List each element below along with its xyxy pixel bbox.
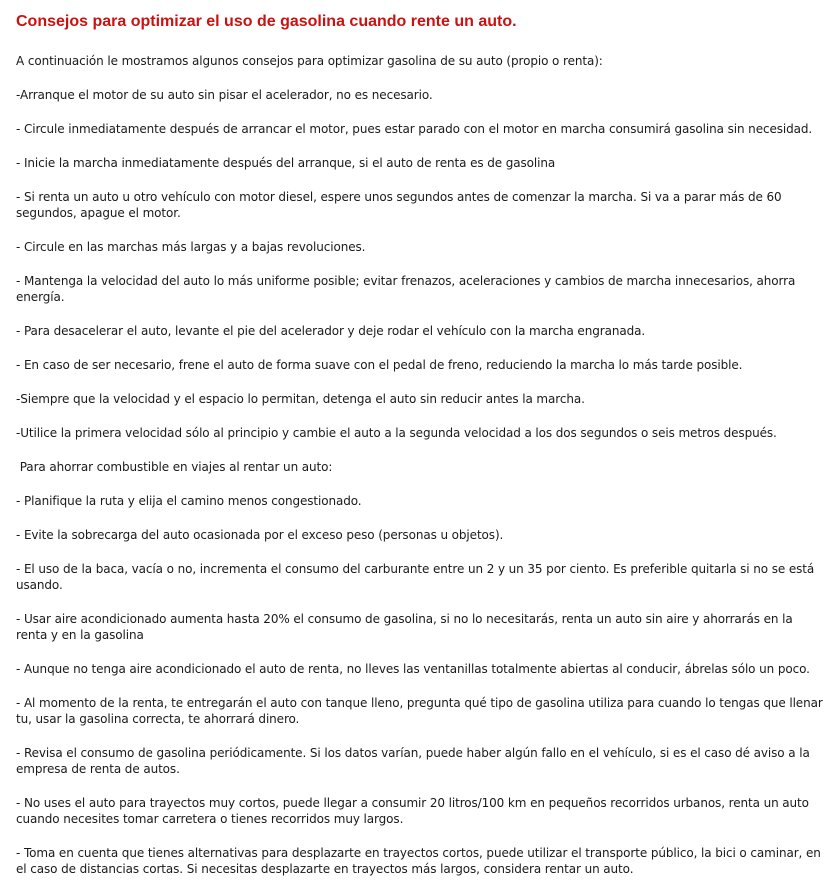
intro-paragraph: A continuación le mostramos algunos consejos para optimizar gasolina de su auto (propio o renta): bbox=[16, 54, 603, 68]
article-title: Consejos para optimizar el uso de gasolina cuando rente un auto. bbox=[16, 13, 517, 30]
tip-paragraph: - Mantenga la velocidad del auto lo más uniforme posible; evitar frenazos, aceleraciones y cambios de marcha innecesarios, ahorra energía. bbox=[16, 274, 796, 304]
article bbox=[16, 0, 824, 877]
tip-paragraph: - Inicie la marcha inmediatamente después del arranque, si el auto de renta es de gasolina bbox=[16, 156, 556, 170]
tip-paragraph: - Circule inmediatamente después de arrancar el motor, pues estar parado con el motor en marcha consumirá gasolina sin necesidad. bbox=[16, 122, 813, 136]
travel-tip-paragraph: - Usar aire acondicionado aumenta hasta 20% el consumo de gasolina, si no lo necesitarás, renta un auto sin aire y ahorrarás en la renta y en la gasolina bbox=[16, 612, 793, 642]
travel-tip-paragraph: - El uso de la baca, vacía o no, incrementa el consumo del carburante entre un 2 y un 35 por ciento. Es preferible quitarla si no se está usando. bbox=[16, 562, 815, 592]
travel-tip-paragraph: - Revisa el consumo de gasolina periódicamente. Si los datos varían, puede haber algún fallo en el vehículo, si es el caso dé aviso a la empresa de renta de autos. bbox=[16, 746, 810, 776]
tip-paragraph: -Siempre que la velocidad y el espacio lo permitan, detenga el auto sin reducir antes la marcha. bbox=[16, 392, 585, 406]
tip-paragraph: - Circule en las marchas más largas y a bajas revoluciones. bbox=[16, 240, 366, 254]
tip-paragraph: - En caso de ser necesario, frene el auto de forma suave con el pedal de freno, reduciendo la marcha lo más tarde posible. bbox=[16, 358, 743, 372]
travel-tip-paragraph: - Aunque no tenga aire acondicionado el auto de renta, no lleves las ventanillas totalmente abiertas al conducir, ábrelas sólo un poco. bbox=[16, 662, 810, 676]
travel-tip-paragraph: - Toma en cuenta que tienes alternativas para desplazarte en trayectos cortos, puede utilizar el transporte público, la bici o caminar, en el caso de distancias cortas. Si necesitas desplazarte en trayectos más largos, considera rentar un auto. bbox=[16, 846, 821, 876]
travel-tip-paragraph: - Evite la sobrecarga del auto ocasionada por el exceso peso (personas u objetos). bbox=[16, 528, 504, 542]
travel-tip-paragraph: - Planifique la ruta y elija el camino menos congestionado. bbox=[16, 494, 362, 508]
travel-tip-paragraph: - No uses el auto para trayectos muy cortos, puede llegar a consumir 20 litros/100 km en pequeños recorridos urbanos, renta un auto cuando necesites tomar carretera o tienes recorridos muy largos. bbox=[16, 796, 809, 826]
tip-paragraph: - Para desacelerar el auto, levante el pie del acelerador y deje rodar el vehículo con la marcha engranada. bbox=[16, 324, 646, 338]
travel-tip-paragraph: - Al momento de la renta, te entregarán el auto con tanque lleno, pregunta qué tipo de gasolina utiliza para cuando lo tengas que llenar tu, usar la gasolina correcta, te ahorrará dinero. bbox=[16, 696, 823, 726]
travel-section-heading: Para ahorrar combustible en viajes al rentar un auto: bbox=[16, 460, 333, 474]
tip-paragraph: - Si renta un auto u otro vehículo con motor diesel, espere unos segundos antes de comenzar la marcha. Si va a parar más de 60 segundos, apague el motor. bbox=[16, 190, 782, 220]
tip-paragraph: -Utilice la primera velocidad sólo al principio y cambie el auto a la segunda velocidad a los dos segundos o seis metros después. bbox=[16, 426, 777, 440]
tip-paragraph: -Arranque el motor de su auto sin pisar el acelerador, no es necesario. bbox=[16, 88, 433, 102]
